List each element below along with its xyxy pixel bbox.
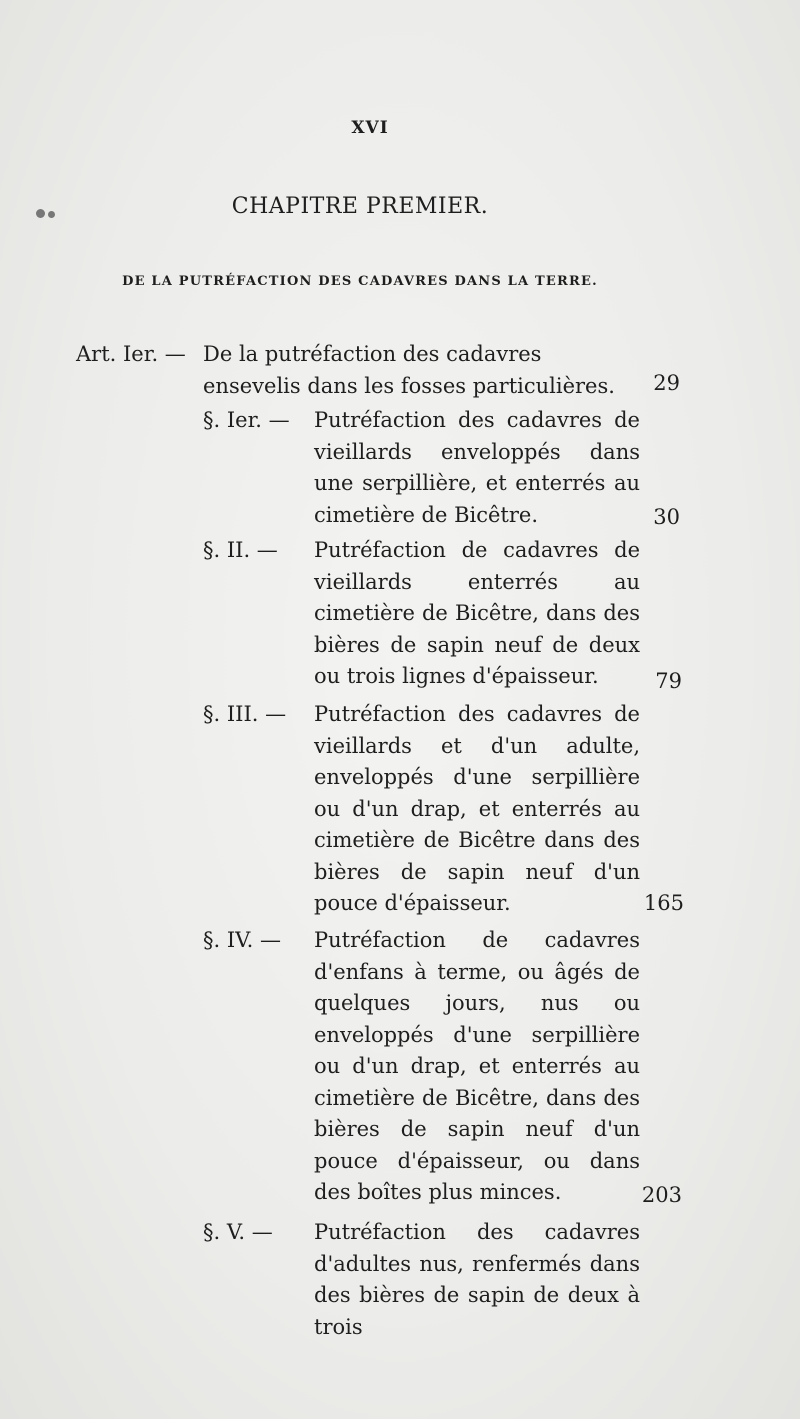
page-reference: 165 <box>643 891 684 915</box>
page-reference: 203 <box>641 1183 682 1207</box>
subsection-text: Putréfaction des cadavres de vieillards enveloppés dans une serpillière, et enterrés au cimetière de Bicêtre. <box>314 408 640 527</box>
page-reference: 79 <box>655 669 682 693</box>
article-text: De la putréfaction des cadavres ensevelis dans les fosses particulières. <box>203 342 615 398</box>
chapter-title: CHAPITRE PREMIER. <box>231 194 489 219</box>
subsection-text: Putréfaction de cadavres d'enfans à terme, ou âgés de quelques jours, nus ou enveloppés d'une serpillière ou d'un drap, et enterrés au cimetière de Bicêtre, dans des bières de sapin neuf d'un pouce d'épaisseur, ou dans des boîtes plus minces. <box>314 928 640 1204</box>
article-label: Art. Ier. — <box>76 342 186 366</box>
subsection-label: §. II. — <box>203 538 278 562</box>
subsection-text: Putréfaction de cadavres de vieillards enterrés au cimetière de Bicêtre, dans des bières de sapin neuf de deux ou trois lignes d'épaisseur. <box>314 538 640 688</box>
subsection-label: §. Ier. — <box>203 408 290 432</box>
subsection-label: §. V. — <box>203 1220 273 1244</box>
subsection-text: Putréfaction des cadavres d'adultes nus, renfermés dans des bières de sapin de deux à trois <box>314 1220 640 1339</box>
page-reference: 29 <box>653 371 680 395</box>
subsection-label: §. III. — <box>203 702 287 726</box>
page-number: XVI <box>351 118 389 138</box>
section-heading: DE LA PUTRÉFACTION DES CADAVRES DANS LA TERRE. <box>122 274 598 289</box>
subsection-label: §. IV. — <box>203 928 281 952</box>
page-reference: 30 <box>653 505 680 529</box>
subsection-text: Putréfaction des cadavres de vieillards et d'un adulte, enveloppés d'une serpillière ou d'un drap, et enterrés au cimetière de Bicêtre dans des bières de sapin neuf d'un pouce d'épaisseur. <box>314 702 640 915</box>
